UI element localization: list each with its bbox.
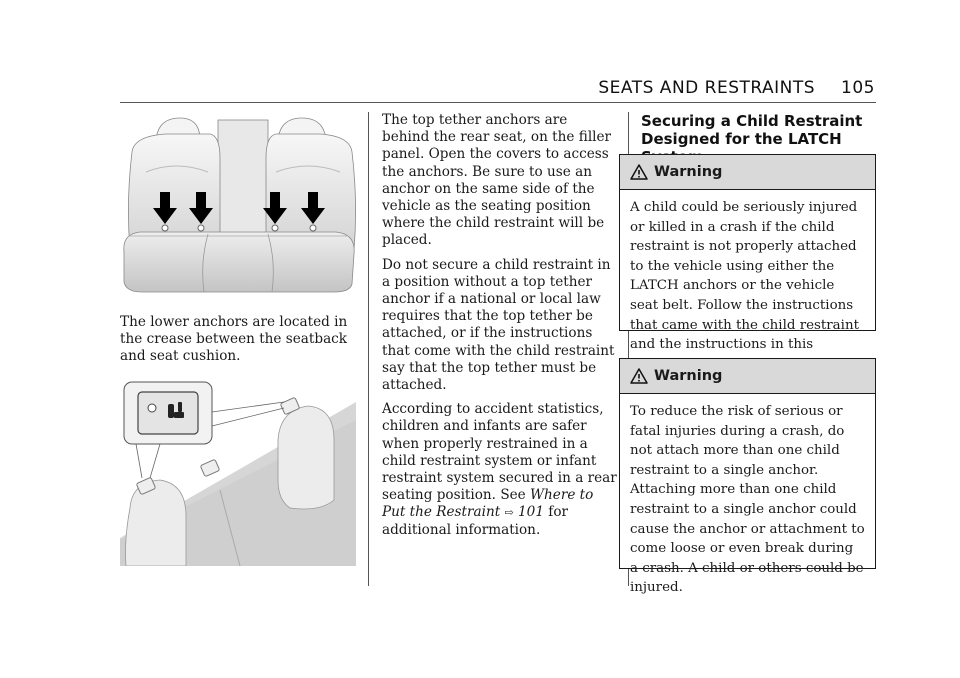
tether-law-paragraph: Do not secure a child restraint in a position without a top tether anchor if a national or local law requires that the top tether be attached, or if the instructions that come with the child restraint say that the top tether must be attached. (382, 256, 615, 394)
top-tether-paragraph: The top tether anchors are behind the rear seat, on the filler panel. Open the covers to access the anchors. Be sure to use an anchor on the same side of the vehicle as the seating position where the child restraint will be placed. (382, 112, 612, 249)
rear-seat-lower-anchors-illustration (120, 112, 356, 294)
accident-statistics-paragraph: According to accident statistics, children and infants are safer when properly restrained in a child restraint system or infant restraint system secured in a rear seating position. See Where to Put the Restraint ⇨ 101 for additional information. (382, 401, 617, 538)
top-tether-anchors-illustration (120, 380, 356, 566)
warning-text-2: To reduce the risk of serious or fatal injuries during a crash, do not attach more than one child restraint to a single anchor. Attaching more than one child restraint to a single anchor could cause the anchor or attachment to come loose or even break during a crash. A child or others could be injured. (630, 404, 865, 596)
warning-triangle-icon (630, 164, 648, 180)
section-title: SEATS AND RESTRAINTS (598, 78, 816, 98)
warning-triangle-icon (630, 368, 648, 384)
latch-section-title: Securing a Child Restraint Designed for the LATCH (641, 112, 863, 148)
left-column (120, 112, 356, 566)
lower-anchors-caption: The lower anchors are located in the crease between the seatback and seat cushion. (120, 314, 348, 365)
column-divider-left (368, 112, 369, 586)
warning-title-2: Warning (654, 368, 723, 384)
warning-text-1: A child could be seriously injured or killed in a crash if the child restraint is not properly attached to the vehicle using either the LATCH anchors or the vehicle seat belt. Follow the instructions that came with the child restraint and the instructions in this (630, 200, 859, 353)
header-rule (120, 102, 876, 103)
warning-header-2 (620, 359, 875, 394)
warning-header-1 (620, 155, 875, 190)
middle-column (382, 112, 618, 546)
warning-box-2 (619, 358, 876, 596)
page-header (0, 78, 875, 98)
warning-box-1 (619, 154, 876, 353)
cross-reference-link[interactable]: Where to Put the Restraint ⇨ 101 (382, 487, 594, 521)
warning-title-1: Warning (654, 164, 723, 180)
page-reference-icon: ⇨ (504, 506, 514, 520)
page-number: 105 (841, 78, 875, 98)
